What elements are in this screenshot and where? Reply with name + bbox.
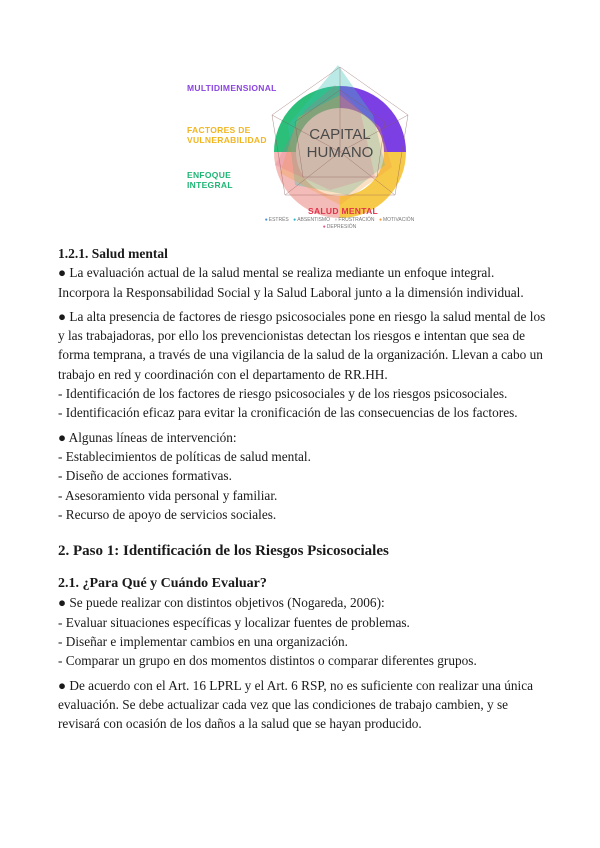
list-item: - Asesoramiento vida personal y familiar. [58, 487, 278, 503]
legend-item: ● MOTIVACIÓN [379, 217, 414, 223]
list-item: - Identificación de los factores de riesgo psicosociales y de los riesgos psicosociales. [58, 386, 508, 402]
paragraph: ● De acuerdo con el Art. 16 LPRL y el Art. 6 RSP, no es suficiente con realizar una única evaluación. Se debe actualizar cada vez que las condiciones de trabajo cambien, y se revisará con ocasión de los daños a la salud que se hayan producido. [58, 677, 534, 732]
paragraph: ● La alta presencia de factores de riesgo psicosociales pone en riesgo la salud mental de los y las trabajadoras, por ello los prevencionistas detectan los riesgos e intentan que sea de forma temprana, a través de una vigilancia de la salud de la organización. Llevan a cabo un trabajo en red y coordinación con el departamento de RR.HH. [58, 308, 546, 382]
label-enfoque-line1: ENFOQUE [187, 170, 232, 180]
legend-item: ● DEPRESIÓN [323, 224, 356, 230]
label-multidimensional: MULTIDIMENSIONAL [187, 83, 277, 93]
section-heading-2: 2. Paso 1: Identificación de los Riesgos Psicosociales [58, 543, 389, 560]
list-item: - Identificación eficaz para evitar la cronificación de las consecuencias de los factores. [58, 405, 518, 421]
paragraph: ● Se puede realizar con distintos objetivos (Nogareda, 2006): [58, 595, 385, 611]
radar-donut-diagram [180, 55, 420, 235]
label-factores [187, 125, 267, 145]
label-enfoque-line2: INTEGRAL [187, 180, 233, 190]
document-body [58, 244, 548, 734]
list-item: - Diseño de acciones formativas. [58, 468, 232, 484]
legend-item: ● ESTRÉS [265, 217, 289, 223]
capital-humano-figure [180, 55, 420, 235]
paragraph: ● Algunas líneas de intervención: [58, 429, 237, 445]
legend-item: ● ABSENTISMO [293, 217, 330, 223]
center-title-line1: CAPITAL [309, 126, 371, 143]
legend-item: ● FRUSTRACIÓN [334, 217, 374, 223]
list-item: - Recurso de apoyo de servicios sociales. [58, 506, 277, 522]
label-factores-line1: FACTORES DE [187, 125, 251, 135]
figure-legend [256, 217, 426, 231]
section-heading-1-2-1: 1.2.1. Salud mental [58, 246, 168, 261]
list-item: - Evaluar situaciones específicas y localizar fuentes de problemas. [58, 614, 410, 630]
center-title-line2: HUMANO [306, 144, 374, 161]
paragraph: ● La evaluación actual de la salud mental se realiza mediante un enfoque integral. Incorpora la Responsabilidad Social y la Salud Laboral junto a la dimensión individual. [58, 265, 524, 300]
label-factores-line2: VULNERABILIDAD [187, 135, 267, 145]
label-enfoque [187, 170, 233, 190]
list-item: - Comparar un grupo en dos momentos distintos o comparar diferentes grupos. [58, 653, 477, 669]
label-salud-mental: SALUD MENTAL [308, 206, 379, 216]
list-item: - Diseñar e implementar cambios en una organización. [58, 634, 348, 650]
list-item: - Establecimientos de políticas de salud mental. [58, 448, 311, 464]
section-heading-2-1: 2.1. ¿Para Qué y Cuándo Evaluar? [58, 576, 267, 592]
